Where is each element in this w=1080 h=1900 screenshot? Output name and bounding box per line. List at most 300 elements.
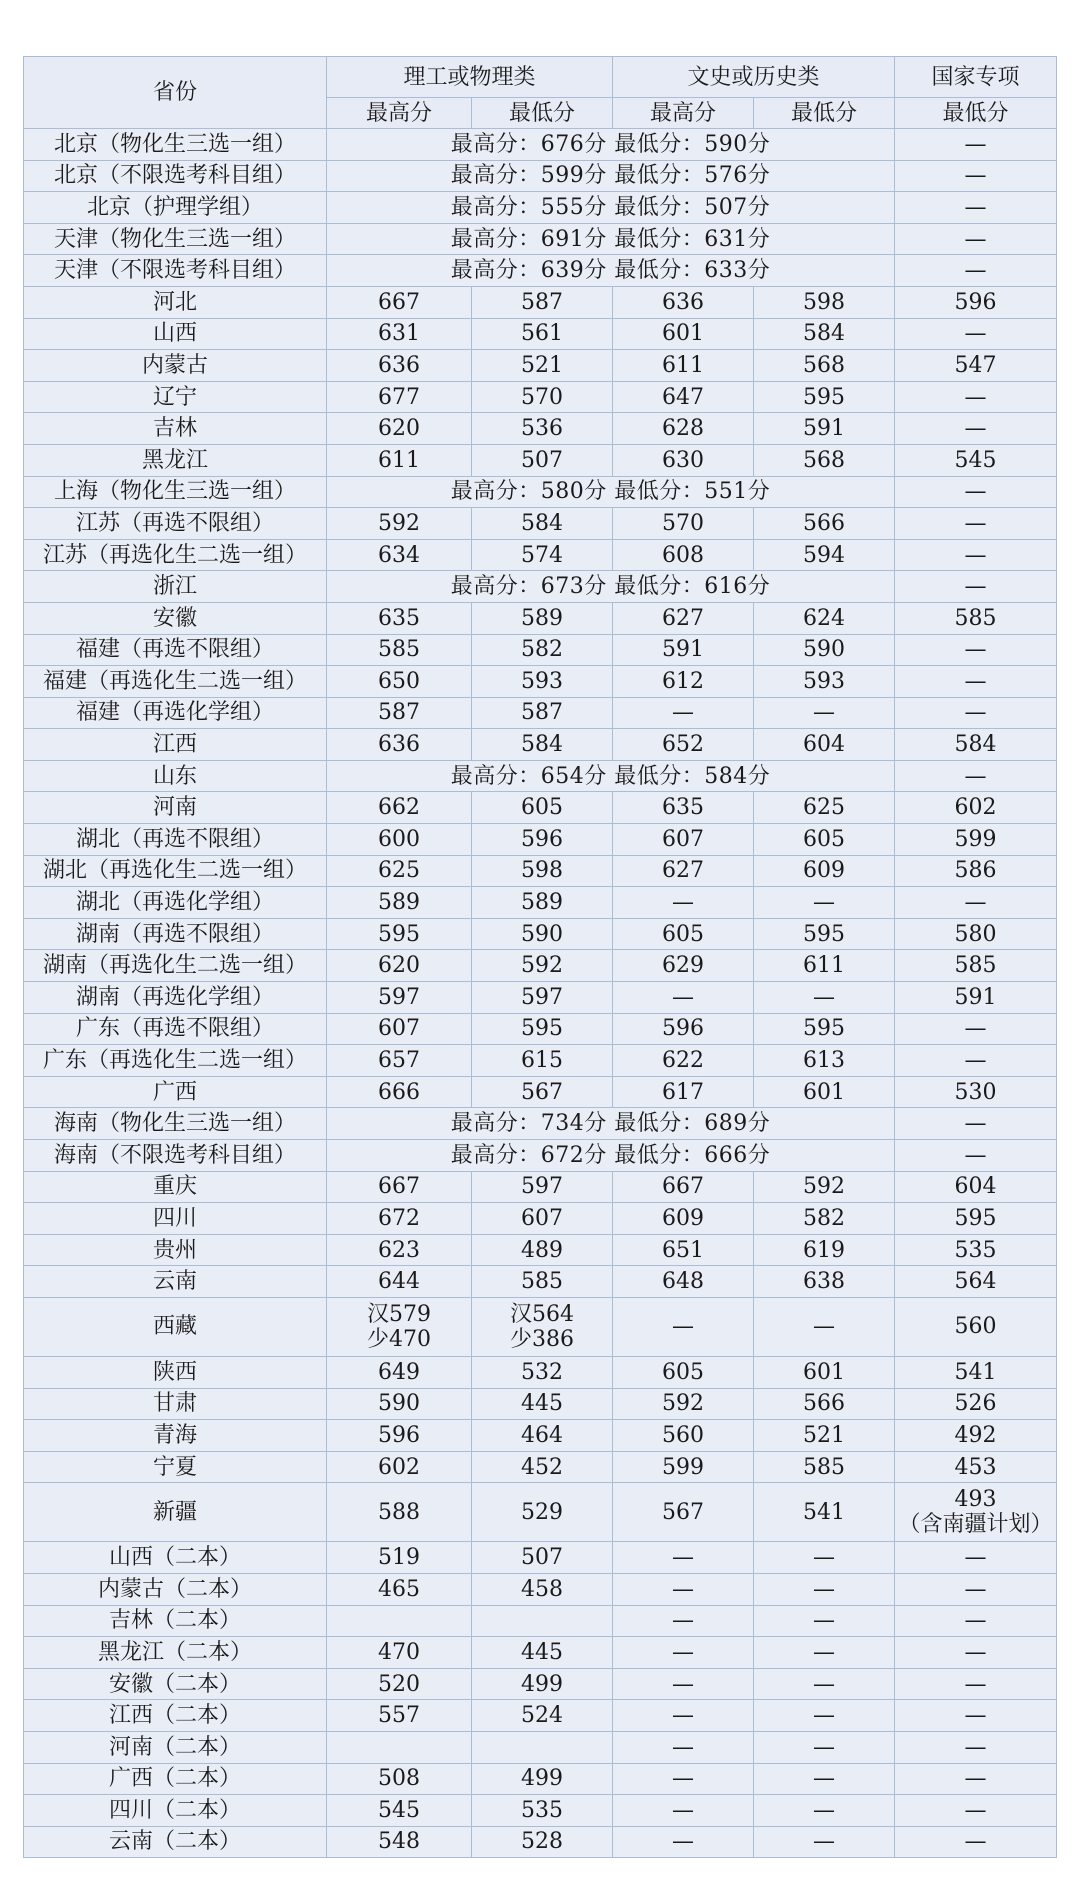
national-min-cell: — bbox=[895, 539, 1057, 571]
province-cell: 河南（二本） bbox=[24, 1731, 327, 1763]
science-min-cell: 584 bbox=[472, 729, 613, 761]
arts-min-cell: 624 bbox=[754, 602, 895, 634]
arts-max-cell: 630 bbox=[613, 444, 754, 476]
arts-min-cell: 601 bbox=[754, 1076, 895, 1108]
arts-min-cell: 584 bbox=[754, 318, 895, 350]
science-max-cell: 548 bbox=[327, 1826, 472, 1858]
arts-max-cell: — bbox=[613, 1668, 754, 1700]
national-min-cell: — bbox=[895, 1826, 1057, 1858]
arts-min-cell: 604 bbox=[754, 729, 895, 761]
province-cell: 广西 bbox=[24, 1076, 327, 1108]
science-max-cell-line-2: 少470 bbox=[367, 1326, 431, 1352]
science-max-cell: 557 bbox=[327, 1700, 472, 1732]
table-row bbox=[24, 729, 1057, 761]
arts-min-cell: 568 bbox=[754, 350, 895, 382]
arts-max-cell: 596 bbox=[613, 1013, 754, 1045]
table-row bbox=[24, 1795, 1057, 1827]
national-min-cell: 599 bbox=[895, 824, 1057, 856]
table-row bbox=[24, 950, 1057, 982]
national-min-cell: — bbox=[895, 1700, 1057, 1732]
national-min-cell: 453 bbox=[895, 1451, 1057, 1483]
arts-min-cell: 593 bbox=[754, 666, 895, 698]
science-max-cell: 657 bbox=[327, 1045, 472, 1077]
table-row bbox=[24, 918, 1057, 950]
arts-min-cell: 592 bbox=[754, 1171, 895, 1203]
national-min-cell: — bbox=[895, 508, 1057, 540]
province-cell: 浙江 bbox=[24, 571, 327, 603]
national-min-cell: 541 bbox=[895, 1356, 1057, 1388]
arts-max-cell: 667 bbox=[613, 1171, 754, 1203]
national-min-cell: — bbox=[895, 1573, 1057, 1605]
national-min-cell: — bbox=[895, 129, 1057, 161]
national-min-cell: — bbox=[895, 697, 1057, 729]
province-cell: 天津（不限选考科目组） bbox=[24, 255, 327, 287]
province-cell: 江西 bbox=[24, 729, 327, 761]
science-min-cell: 605 bbox=[472, 792, 613, 824]
arts-max-cell: 611 bbox=[613, 350, 754, 382]
national-min-cell: — bbox=[895, 1668, 1057, 1700]
science-max-cell: 650 bbox=[327, 666, 472, 698]
merged-score-cell: 最高分：734分 最低分：689分 bbox=[327, 1108, 895, 1140]
national-min-cell: 535 bbox=[895, 1234, 1057, 1266]
arts-min-cell: 541 bbox=[754, 1483, 895, 1542]
table-row bbox=[24, 1045, 1057, 1077]
arts-min-cell: 601 bbox=[754, 1356, 895, 1388]
arts-max-cell: 628 bbox=[613, 413, 754, 445]
table-row bbox=[24, 1826, 1057, 1858]
table-row bbox=[24, 286, 1057, 318]
arts-max-cell: — bbox=[613, 1763, 754, 1795]
arts-min-cell: 638 bbox=[754, 1266, 895, 1298]
arts-max-cell: 651 bbox=[613, 1234, 754, 1266]
header-arts-min: 最低分 bbox=[754, 98, 895, 129]
national-min-cell: — bbox=[895, 413, 1057, 445]
arts-max-cell: 635 bbox=[613, 792, 754, 824]
table-row bbox=[24, 634, 1057, 666]
science-max-cell: 677 bbox=[327, 381, 472, 413]
arts-min-cell: 619 bbox=[754, 1234, 895, 1266]
arts-max-cell: 612 bbox=[613, 666, 754, 698]
national-min-cell: 560 bbox=[895, 1297, 1057, 1356]
science-min-cell: 582 bbox=[472, 634, 613, 666]
merged-score-cell: 最高分：555分 最低分：507分 bbox=[327, 192, 895, 224]
science-min-cell: 458 bbox=[472, 1573, 613, 1605]
header-province: 省份 bbox=[24, 57, 327, 129]
arts-max-cell: 605 bbox=[613, 918, 754, 950]
arts-max-cell: — bbox=[613, 1297, 754, 1356]
table-row bbox=[24, 571, 1057, 603]
arts-min-cell: — bbox=[754, 1763, 895, 1795]
header-arts-group: 文史或历史类 bbox=[613, 57, 895, 98]
table-row bbox=[24, 539, 1057, 571]
table-body bbox=[24, 129, 1057, 1858]
arts-max-cell: — bbox=[613, 1605, 754, 1637]
national-min-cell: 591 bbox=[895, 982, 1057, 1014]
arts-max-cell: — bbox=[613, 1637, 754, 1669]
science-max-cell: 634 bbox=[327, 539, 472, 571]
table-row bbox=[24, 1297, 1057, 1356]
province-cell: 云南（二本） bbox=[24, 1826, 327, 1858]
arts-min-cell: 521 bbox=[754, 1420, 895, 1452]
national-min-cell: — bbox=[895, 160, 1057, 192]
arts-max-cell: 652 bbox=[613, 729, 754, 761]
table-row bbox=[24, 1668, 1057, 1700]
arts-min-cell: — bbox=[754, 1826, 895, 1858]
table-row bbox=[24, 760, 1057, 792]
national-min-cell-line-1: 493 bbox=[954, 1487, 997, 1513]
table-row bbox=[24, 1076, 1057, 1108]
table-row bbox=[24, 1388, 1057, 1420]
arts-min-cell: 594 bbox=[754, 539, 895, 571]
table-row bbox=[24, 1234, 1057, 1266]
province-cell: 新疆 bbox=[24, 1483, 327, 1542]
arts-max-cell: 647 bbox=[613, 381, 754, 413]
arts-max-cell: — bbox=[613, 1795, 754, 1827]
score-table-container bbox=[23, 56, 1056, 1858]
national-min-cell: — bbox=[895, 1013, 1057, 1045]
province-cell: 北京（物化生三选一组） bbox=[24, 129, 327, 161]
province-cell: 广西（二本） bbox=[24, 1763, 327, 1795]
table-row bbox=[24, 129, 1057, 161]
national-min-cell: 595 bbox=[895, 1203, 1057, 1235]
science-min-cell: 528 bbox=[472, 1826, 613, 1858]
arts-max-cell: 560 bbox=[613, 1420, 754, 1452]
arts-min-cell: — bbox=[754, 697, 895, 729]
table-row bbox=[24, 1140, 1057, 1172]
national-min-cell: 530 bbox=[895, 1076, 1057, 1108]
science-max-cell: 672 bbox=[327, 1203, 472, 1235]
table-row bbox=[24, 318, 1057, 350]
national-min-cell: — bbox=[895, 1108, 1057, 1140]
arts-min-cell: 611 bbox=[754, 950, 895, 982]
province-cell: 重庆 bbox=[24, 1171, 327, 1203]
arts-max-cell: 570 bbox=[613, 508, 754, 540]
science-max-cell bbox=[327, 1731, 472, 1763]
table-row bbox=[24, 1573, 1057, 1605]
province-cell: 海南（不限选考科目组） bbox=[24, 1140, 327, 1172]
national-min-cell: — bbox=[895, 255, 1057, 287]
table-row bbox=[24, 1356, 1057, 1388]
science-min-cell: 585 bbox=[472, 1266, 613, 1298]
province-cell: 安徽（二本） bbox=[24, 1668, 327, 1700]
national-min-cell-line-2: （含南疆计划） bbox=[898, 1512, 1053, 1538]
arts-max-cell: 591 bbox=[613, 634, 754, 666]
table-row bbox=[24, 792, 1057, 824]
table-row bbox=[24, 223, 1057, 255]
science-min-cell: 489 bbox=[472, 1234, 613, 1266]
national-min-cell: — bbox=[895, 571, 1057, 603]
province-cell: 甘肃 bbox=[24, 1388, 327, 1420]
merged-score-cell: 最高分：676分 最低分：590分 bbox=[327, 129, 895, 161]
science-max-cell: 590 bbox=[327, 1388, 472, 1420]
table-row bbox=[24, 413, 1057, 445]
table-row bbox=[24, 824, 1057, 856]
arts-max-cell: 567 bbox=[613, 1483, 754, 1542]
arts-max-cell: 607 bbox=[613, 824, 754, 856]
arts-min-cell: 613 bbox=[754, 1045, 895, 1077]
science-min-cell: 597 bbox=[472, 1171, 613, 1203]
science-min-cell: 535 bbox=[472, 1795, 613, 1827]
arts-min-cell: 568 bbox=[754, 444, 895, 476]
science-min-cell: 445 bbox=[472, 1388, 613, 1420]
science-min-cell: 589 bbox=[472, 887, 613, 919]
province-cell: 四川（二本） bbox=[24, 1795, 327, 1827]
arts-max-cell: 601 bbox=[613, 318, 754, 350]
national-min-cell: — bbox=[895, 760, 1057, 792]
arts-max-cell: 627 bbox=[613, 602, 754, 634]
province-cell: 内蒙古 bbox=[24, 350, 327, 382]
table-row bbox=[24, 982, 1057, 1014]
national-min-cell: — bbox=[895, 223, 1057, 255]
merged-score-cell: 最高分：673分 最低分：616分 bbox=[327, 571, 895, 603]
science-min-cell bbox=[472, 1297, 613, 1356]
science-min-cell: 561 bbox=[472, 318, 613, 350]
arts-max-cell: — bbox=[613, 1826, 754, 1858]
arts-max-cell: 617 bbox=[613, 1076, 754, 1108]
science-min-cell: 574 bbox=[472, 539, 613, 571]
arts-min-cell: 605 bbox=[754, 824, 895, 856]
science-max-cell bbox=[327, 1605, 472, 1637]
national-min-cell: 580 bbox=[895, 918, 1057, 950]
arts-min-cell: 595 bbox=[754, 918, 895, 950]
table-row bbox=[24, 855, 1057, 887]
science-max-cell: 585 bbox=[327, 634, 472, 666]
table-row bbox=[24, 697, 1057, 729]
science-min-cell: 532 bbox=[472, 1356, 613, 1388]
science-min-cell: 592 bbox=[472, 950, 613, 982]
science-max-cell: 465 bbox=[327, 1573, 472, 1605]
admission-score-table bbox=[23, 56, 1057, 1858]
arts-min-cell: — bbox=[754, 887, 895, 919]
arts-max-cell: — bbox=[613, 1573, 754, 1605]
table-row bbox=[24, 444, 1057, 476]
arts-max-cell: 627 bbox=[613, 855, 754, 887]
province-cell: 广东（再选化生二选一组） bbox=[24, 1045, 327, 1077]
province-cell: 黑龙江 bbox=[24, 444, 327, 476]
province-cell: 黑龙江（二本） bbox=[24, 1637, 327, 1669]
science-max-cell: 588 bbox=[327, 1483, 472, 1542]
province-cell: 内蒙古（二本） bbox=[24, 1573, 327, 1605]
merged-score-cell: 最高分：691分 最低分：631分 bbox=[327, 223, 895, 255]
province-cell: 北京（不限选考科目组） bbox=[24, 160, 327, 192]
science-max-cell: 667 bbox=[327, 286, 472, 318]
arts-min-cell: 566 bbox=[754, 1388, 895, 1420]
arts-min-cell: — bbox=[754, 1731, 895, 1763]
arts-max-cell: — bbox=[613, 887, 754, 919]
national-min-cell: — bbox=[895, 1605, 1057, 1637]
province-cell: 贵州 bbox=[24, 1234, 327, 1266]
national-min-cell: — bbox=[895, 1140, 1057, 1172]
province-cell: 江苏（再选化生二选一组） bbox=[24, 539, 327, 571]
table-row bbox=[24, 1451, 1057, 1483]
table-row bbox=[24, 1763, 1057, 1795]
table-row bbox=[24, 1013, 1057, 1045]
province-cell: 江苏（再选不限组） bbox=[24, 508, 327, 540]
table-row bbox=[24, 508, 1057, 540]
science-max-cell-line-1: 汉579 bbox=[367, 1301, 431, 1327]
province-cell: 吉林（二本） bbox=[24, 1605, 327, 1637]
science-min-cell: 589 bbox=[472, 602, 613, 634]
table-row bbox=[24, 1731, 1057, 1763]
province-cell: 福建（再选化学组） bbox=[24, 697, 327, 729]
table-row bbox=[24, 160, 1057, 192]
science-max-cell: 600 bbox=[327, 824, 472, 856]
national-min-cell: — bbox=[895, 1045, 1057, 1077]
arts-min-cell: — bbox=[754, 982, 895, 1014]
merged-score-cell: 最高分：639分 最低分：633分 bbox=[327, 255, 895, 287]
science-max-cell: 602 bbox=[327, 1451, 472, 1483]
science-min-cell: 499 bbox=[472, 1763, 613, 1795]
arts-max-cell: — bbox=[613, 1700, 754, 1732]
arts-max-cell: 629 bbox=[613, 950, 754, 982]
province-cell: 山西（二本） bbox=[24, 1542, 327, 1574]
arts-min-cell: 595 bbox=[754, 1013, 895, 1045]
table-row bbox=[24, 1108, 1057, 1140]
science-max-cell: 666 bbox=[327, 1076, 472, 1108]
arts-min-cell: — bbox=[754, 1795, 895, 1827]
science-min-cell-line-1: 汉564 bbox=[510, 1301, 574, 1327]
province-cell: 江西（二本） bbox=[24, 1700, 327, 1732]
science-max-cell: 649 bbox=[327, 1356, 472, 1388]
science-max-cell: 596 bbox=[327, 1420, 472, 1452]
province-cell: 福建（再选化生二选一组） bbox=[24, 666, 327, 698]
science-min-cell: 570 bbox=[472, 381, 613, 413]
national-min-cell: — bbox=[895, 666, 1057, 698]
table-row bbox=[24, 1420, 1057, 1452]
arts-min-cell: 625 bbox=[754, 792, 895, 824]
science-max-cell: 623 bbox=[327, 1234, 472, 1266]
table-row bbox=[24, 255, 1057, 287]
science-min-cell: 587 bbox=[472, 286, 613, 318]
arts-max-cell: 636 bbox=[613, 286, 754, 318]
science-min-cell: 596 bbox=[472, 824, 613, 856]
science-max-cell: 508 bbox=[327, 1763, 472, 1795]
table-row bbox=[24, 1542, 1057, 1574]
science-max-cell: 597 bbox=[327, 982, 472, 1014]
arts-max-cell: 622 bbox=[613, 1045, 754, 1077]
national-min-cell: 604 bbox=[895, 1171, 1057, 1203]
science-max-cell: 636 bbox=[327, 729, 472, 761]
national-min-cell: — bbox=[895, 318, 1057, 350]
arts-max-cell: — bbox=[613, 697, 754, 729]
national-min-cell: — bbox=[895, 634, 1057, 666]
national-min-cell: — bbox=[895, 476, 1057, 508]
science-min-cell: 507 bbox=[472, 444, 613, 476]
national-min-cell: 585 bbox=[895, 602, 1057, 634]
national-min-cell: 526 bbox=[895, 1388, 1057, 1420]
science-min-cell bbox=[472, 1731, 613, 1763]
science-max-cell: 644 bbox=[327, 1266, 472, 1298]
arts-min-cell: — bbox=[754, 1542, 895, 1574]
arts-min-cell: 595 bbox=[754, 381, 895, 413]
arts-min-cell: — bbox=[754, 1668, 895, 1700]
table-row bbox=[24, 1203, 1057, 1235]
science-min-cell: 597 bbox=[472, 982, 613, 1014]
science-min-cell: 587 bbox=[472, 697, 613, 729]
province-cell: 湖南（再选不限组） bbox=[24, 918, 327, 950]
table-row bbox=[24, 1171, 1057, 1203]
province-cell: 宁夏 bbox=[24, 1451, 327, 1483]
national-min-cell: 586 bbox=[895, 855, 1057, 887]
national-min-cell: — bbox=[895, 1637, 1057, 1669]
science-max-cell: 595 bbox=[327, 918, 472, 950]
science-max-cell: 592 bbox=[327, 508, 472, 540]
province-cell: 湖南（再选化生二选一组） bbox=[24, 950, 327, 982]
science-max-cell: 545 bbox=[327, 1795, 472, 1827]
national-min-cell: 596 bbox=[895, 286, 1057, 318]
arts-min-cell: 566 bbox=[754, 508, 895, 540]
science-min-cell: 607 bbox=[472, 1203, 613, 1235]
province-cell: 安徽 bbox=[24, 602, 327, 634]
header-science-group: 理工或物理类 bbox=[327, 57, 613, 98]
science-min-cell: 529 bbox=[472, 1483, 613, 1542]
national-min-cell: 602 bbox=[895, 792, 1057, 824]
header-national-min: 最低分 bbox=[895, 98, 1057, 129]
province-cell: 西藏 bbox=[24, 1297, 327, 1356]
national-min-cell: 492 bbox=[895, 1420, 1057, 1452]
science-max-cell: 589 bbox=[327, 887, 472, 919]
province-cell: 湖南（再选化学组） bbox=[24, 982, 327, 1014]
arts-min-cell: 582 bbox=[754, 1203, 895, 1235]
table-row bbox=[24, 1483, 1057, 1542]
header-science-max: 最高分 bbox=[327, 98, 472, 129]
arts-min-cell: — bbox=[754, 1700, 895, 1732]
science-min-cell: 521 bbox=[472, 350, 613, 382]
science-min-cell: 595 bbox=[472, 1013, 613, 1045]
arts-max-cell: 599 bbox=[613, 1451, 754, 1483]
science-min-cell: 445 bbox=[472, 1637, 613, 1669]
national-min-cell: 545 bbox=[895, 444, 1057, 476]
national-min-cell: 584 bbox=[895, 729, 1057, 761]
arts-min-cell: 585 bbox=[754, 1451, 895, 1483]
province-cell: 云南 bbox=[24, 1266, 327, 1298]
merged-score-cell: 最高分：580分 最低分：551分 bbox=[327, 476, 895, 508]
science-min-cell: 567 bbox=[472, 1076, 613, 1108]
national-min-cell: — bbox=[895, 887, 1057, 919]
table-row bbox=[24, 381, 1057, 413]
province-cell: 辽宁 bbox=[24, 381, 327, 413]
table-row bbox=[24, 887, 1057, 919]
table-row bbox=[24, 1637, 1057, 1669]
province-cell: 陕西 bbox=[24, 1356, 327, 1388]
table-row bbox=[24, 192, 1057, 224]
science-min-cell: 536 bbox=[472, 413, 613, 445]
province-cell: 海南（物化生三选一组） bbox=[24, 1108, 327, 1140]
science-min-cell: 499 bbox=[472, 1668, 613, 1700]
arts-max-cell: 609 bbox=[613, 1203, 754, 1235]
province-cell: 湖北（再选化学组） bbox=[24, 887, 327, 919]
arts-min-cell: — bbox=[754, 1637, 895, 1669]
arts-min-cell: 590 bbox=[754, 634, 895, 666]
province-cell: 广东（再选不限组） bbox=[24, 1013, 327, 1045]
province-cell: 湖北（再选化生二选一组） bbox=[24, 855, 327, 887]
header-arts-max: 最高分 bbox=[613, 98, 754, 129]
science-min-cell: 590 bbox=[472, 918, 613, 950]
science-max-cell: 636 bbox=[327, 350, 472, 382]
national-min-cell: 585 bbox=[895, 950, 1057, 982]
science-max-cell: 662 bbox=[327, 792, 472, 824]
science-max-cell: 520 bbox=[327, 1668, 472, 1700]
science-min-cell: 593 bbox=[472, 666, 613, 698]
national-min-cell: — bbox=[895, 1542, 1057, 1574]
science-min-cell bbox=[472, 1605, 613, 1637]
arts-max-cell: — bbox=[613, 1731, 754, 1763]
arts-max-cell: — bbox=[613, 1542, 754, 1574]
science-max-cell: 519 bbox=[327, 1542, 472, 1574]
science-min-cell: 507 bbox=[472, 1542, 613, 1574]
science-max-cell: 635 bbox=[327, 602, 472, 634]
province-cell: 湖北（再选不限组） bbox=[24, 824, 327, 856]
